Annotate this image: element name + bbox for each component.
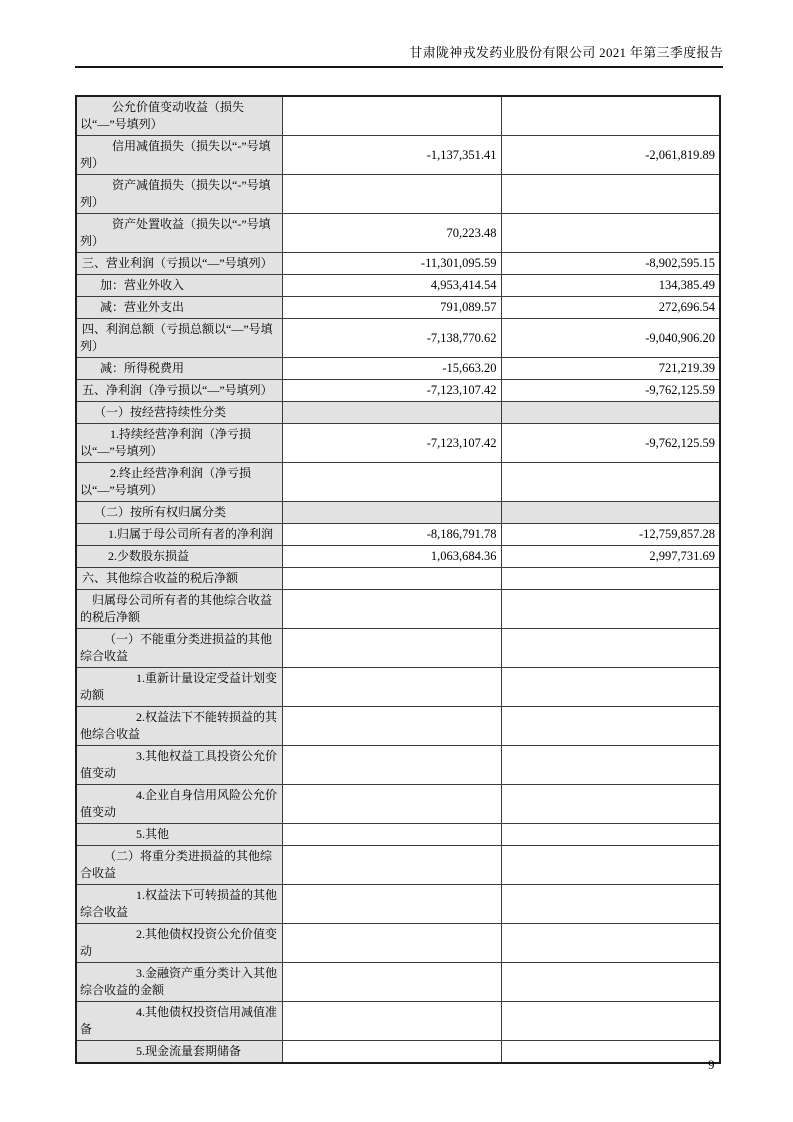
table-row <box>76 253 720 275</box>
table-row <box>76 707 720 746</box>
table-row <box>76 885 720 924</box>
row-label-cell: 资产减值损失（损失以“-”号填列） <box>76 175 282 214</box>
prior-period-amount-cell <box>501 402 720 424</box>
current-period-amount-cell <box>282 463 501 502</box>
prior-period-amount-cell: 272,696.54 <box>501 297 720 319</box>
table-row <box>76 96 720 136</box>
current-period-amount-cell: 1,063,684.36 <box>282 546 501 568</box>
prior-period-amount-cell <box>501 590 720 629</box>
current-period-amount-cell <box>282 707 501 746</box>
current-period-amount-cell: -7,123,107.42 <box>282 424 501 463</box>
prior-period-amount-cell <box>501 502 720 524</box>
table-row <box>76 524 720 546</box>
current-period-amount-cell <box>282 1002 501 1041</box>
current-period-amount-cell <box>282 629 501 668</box>
table-row <box>76 546 720 568</box>
table-row <box>76 1002 720 1041</box>
table-row <box>76 175 720 214</box>
row-label-cell: 加：营业外收入 <box>76 275 282 297</box>
row-label-cell: 2.终止经营净利润（净亏损以“—”号填列） <box>76 463 282 502</box>
prior-period-amount-cell <box>501 96 720 136</box>
table-row <box>76 402 720 424</box>
table-row <box>76 380 720 402</box>
current-period-amount-cell <box>282 568 501 590</box>
row-label-cell: 减：营业外支出 <box>76 297 282 319</box>
row-label-cell: 信用减值损失（损失以“-”号填列） <box>76 136 282 175</box>
row-label-cell: 归属母公司所有者的其他综合收益的税后净额 <box>76 590 282 629</box>
table-row <box>76 629 720 668</box>
row-label-cell: 六、其他综合收益的税后净额 <box>76 568 282 590</box>
table-row <box>76 358 720 380</box>
table-row <box>76 590 720 629</box>
row-label-cell: 3.金融资产重分类计入其他综合收益的金额 <box>76 963 282 1002</box>
row-label-cell: 公允价值变动收益（损失以“—”号填列） <box>76 96 282 136</box>
prior-period-amount-cell <box>501 1041 720 1064</box>
prior-period-amount-cell <box>501 214 720 253</box>
table-row <box>76 502 720 524</box>
prior-period-amount-cell <box>501 885 720 924</box>
current-period-amount-cell <box>282 668 501 707</box>
current-period-amount-cell: 791,089.57 <box>282 297 501 319</box>
prior-period-amount-cell: -9,762,125.59 <box>501 424 720 463</box>
row-label-cell: 1.重新计量设定受益计划变动额 <box>76 668 282 707</box>
table-row <box>76 319 720 358</box>
prior-period-amount-cell: 721,219.39 <box>501 358 720 380</box>
current-period-amount-cell <box>282 824 501 846</box>
table-row <box>76 424 720 463</box>
row-label-cell: 1.权益法下可转损益的其他综合收益 <box>76 885 282 924</box>
current-period-amount-cell <box>282 590 501 629</box>
table-row <box>76 297 720 319</box>
prior-period-amount-cell <box>501 463 720 502</box>
row-label-cell: 五、净利润（净亏损以“—”号填列） <box>76 380 282 402</box>
row-label-cell: 5.其他 <box>76 824 282 846</box>
row-label-cell: （二）将重分类进损益的其他综合收益 <box>76 846 282 885</box>
current-period-amount-cell: -1,137,351.41 <box>282 136 501 175</box>
table-row <box>76 746 720 785</box>
current-period-amount-cell <box>282 402 501 424</box>
prior-period-amount-cell <box>501 568 720 590</box>
current-period-amount-cell <box>282 502 501 524</box>
prior-period-amount-cell <box>501 746 720 785</box>
table-row <box>76 1041 720 1064</box>
table-row <box>76 275 720 297</box>
row-label-cell: 3.其他权益工具投资公允价值变动 <box>76 746 282 785</box>
row-label-cell: 1.持续经营净利润（净亏损以“—”号填列） <box>76 424 282 463</box>
row-label-cell: （二）按所有权归属分类 <box>76 502 282 524</box>
prior-period-amount-cell: -9,762,125.59 <box>501 380 720 402</box>
current-period-amount-cell <box>282 846 501 885</box>
report-header <box>75 42 723 68</box>
report-title: 甘肃陇神戎发药业股份有限公司 2021 年第三季度报告 <box>409 45 723 60</box>
row-label-cell: （一）不能重分类进损益的其他综合收益 <box>76 629 282 668</box>
table-body <box>76 96 720 1063</box>
current-period-amount-cell <box>282 746 501 785</box>
current-period-amount-cell: -11,301,095.59 <box>282 253 501 275</box>
table-row <box>76 136 720 175</box>
prior-period-amount-cell <box>501 824 720 846</box>
prior-period-amount-cell <box>501 629 720 668</box>
row-label-cell: 减：所得税费用 <box>76 358 282 380</box>
current-period-amount-cell <box>282 885 501 924</box>
table-row <box>76 924 720 963</box>
prior-period-amount-cell: 134,385.49 <box>501 275 720 297</box>
table-row <box>76 846 720 885</box>
prior-period-amount-cell: -8,902,595.15 <box>501 253 720 275</box>
table-row <box>76 824 720 846</box>
row-label-cell: 三、营业利润（亏损以“—”号填列） <box>76 253 282 275</box>
prior-period-amount-cell <box>501 668 720 707</box>
current-period-amount-cell <box>282 1041 501 1064</box>
prior-period-amount-cell: -9,040,906.20 <box>501 319 720 358</box>
prior-period-amount-cell <box>501 175 720 214</box>
prior-period-amount-cell <box>501 707 720 746</box>
row-label-cell: 2.少数股东损益 <box>76 546 282 568</box>
prior-period-amount-cell <box>501 963 720 1002</box>
prior-period-amount-cell: 2,997,731.69 <box>501 546 720 568</box>
row-label-cell: 4.企业自身信用风险公允价值变动 <box>76 785 282 824</box>
row-label-cell: 四、利润总额（亏损总额以“—”号填列） <box>76 319 282 358</box>
current-period-amount-cell: -15,663.20 <box>282 358 501 380</box>
row-label-cell: 2.权益法下不能转损益的其他综合收益 <box>76 707 282 746</box>
prior-period-amount-cell <box>501 846 720 885</box>
row-label-cell: 4.其他债权投资信用减值准备 <box>76 1002 282 1041</box>
current-period-amount-cell <box>282 175 501 214</box>
table-row <box>76 785 720 824</box>
current-period-amount-cell: -7,123,107.42 <box>282 380 501 402</box>
table-row <box>76 568 720 590</box>
table-row <box>76 214 720 253</box>
current-period-amount-cell: -8,186,791.78 <box>282 524 501 546</box>
row-label-cell: 资产处置收益（损失以“-”号填列） <box>76 214 282 253</box>
income-statement-table <box>75 95 721 1064</box>
page-number: 9 <box>708 1057 715 1072</box>
row-label-cell: 2.其他债权投资公允价值变动 <box>76 924 282 963</box>
row-label-cell: 5.现金流量套期储备 <box>76 1041 282 1064</box>
current-period-amount-cell <box>282 785 501 824</box>
current-period-amount-cell: -7,138,770.62 <box>282 319 501 358</box>
current-period-amount-cell <box>282 963 501 1002</box>
prior-period-amount-cell <box>501 785 720 824</box>
row-label-cell: 1.归属于母公司所有者的净利润 <box>76 524 282 546</box>
prior-period-amount-cell <box>501 1002 720 1041</box>
table-row <box>76 963 720 1002</box>
current-period-amount-cell: 70,223.48 <box>282 214 501 253</box>
prior-period-amount-cell: -12,759,857.28 <box>501 524 720 546</box>
table-row <box>76 463 720 502</box>
table-row <box>76 668 720 707</box>
prior-period-amount-cell <box>501 924 720 963</box>
current-period-amount-cell <box>282 924 501 963</box>
row-label-cell: （一）按经营持续性分类 <box>76 402 282 424</box>
current-period-amount-cell: 4,953,414.54 <box>282 275 501 297</box>
current-period-amount-cell <box>282 96 501 136</box>
prior-period-amount-cell: -2,061,819.89 <box>501 136 720 175</box>
